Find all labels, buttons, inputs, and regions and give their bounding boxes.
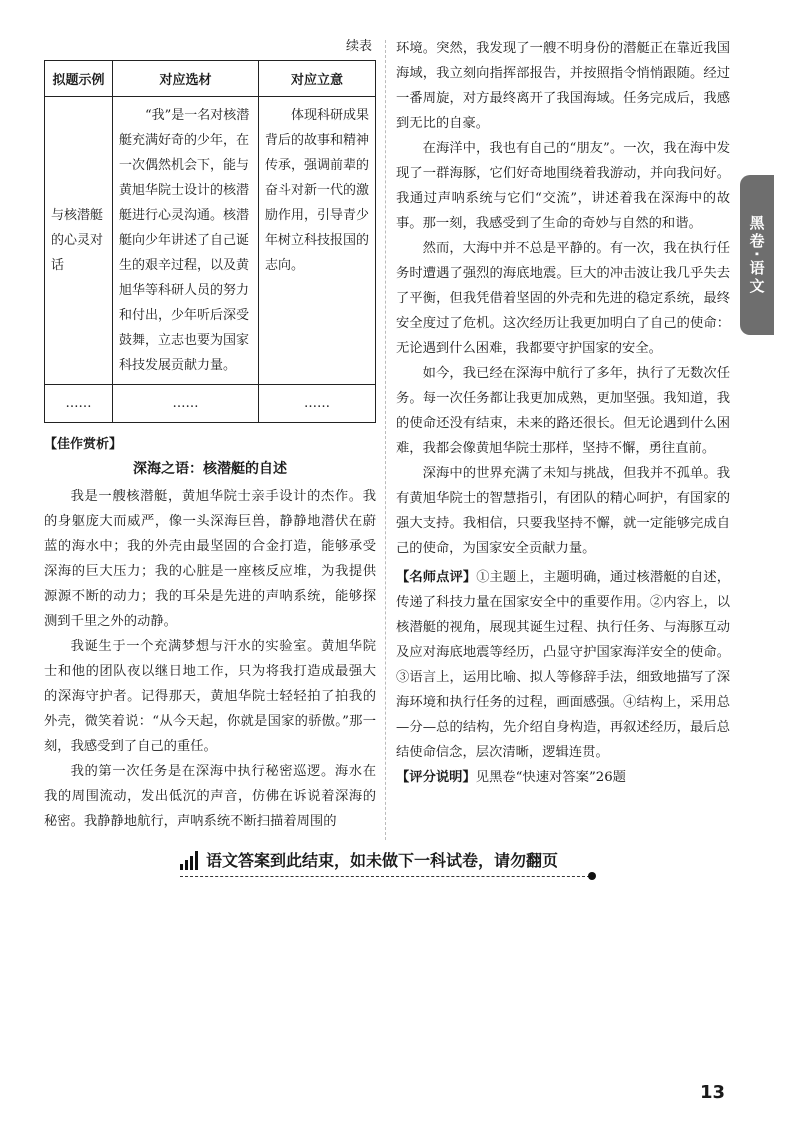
left-column [44,36,376,834]
teacher-comment [396,565,730,765]
header-example: 拟题示例 [45,61,113,97]
comment-text: ①主题上，主题明确，通过核潜艇的自述，传递了科技力量在国家安全中的重要作用。②内容上，以核潜艇的视角，展现其诞生过程、执行任务、与海豚互动及应对海底地震等经历，凸显守护国家海洋安全的使命。③语言上，运用比喻、拟人等修辞手法，细致地描写了深海环境和执行任务的过程，画面感强。④结构上，采用总—分—总的结构，先介绍自身构造，再叙述经历，最后总结使命信念，层次清晰，逻辑连贯。 [396,570,731,760]
ellipsis-cell: …… [45,385,113,423]
footer-banner [180,848,600,871]
score-note [396,765,730,790]
topic-table [44,60,376,423]
header-intent: 对应立意 [259,61,376,97]
column-divider [385,40,386,840]
score-label: 【评分说明】 [396,770,476,785]
header-material: 对应选材 [113,61,259,97]
cell-intent: 体现科研成果背后的故事和精神传承，强调前辈的奋斗对新一代的激励作用，引导青少年树立科技报国的志向。 [259,97,376,385]
essay-paragraph-continuation: 环境。突然，我发现了一艘不明身份的潜艇正在靠近我国海域，我立刻向指挥部报告，并按照指令悄悄跟随。经过一番周旋，对方最终离开了我国海域。任务完成后，我感到无比的自豪。 [396,41,730,131]
signal-bars-icon [180,850,198,870]
comment-label: 【名师点评】 [396,570,477,585]
table-header-row [45,61,376,97]
ellipsis-cell: …… [259,385,376,423]
essay-paragraph: 然而，大海中并不总是平静的。有一次，我在执行任务时遭遇了强烈的海底地震。巨大的冲击波让我几乎失去了平衡，但我凭借着坚固的外壳和先进的稳定系统，最终安全度过了危机。这次经历让我更加明白了自己的使命：无论遇到什么困难，我都要守护国家的安全。 [396,241,730,356]
footer-dashed-line [180,876,590,877]
table-row [45,97,376,385]
score-text: 见黑卷“快速对答案”26题 [475,770,626,785]
essay-paragraph: 深海中的世界充满了未知与挑战，但我并不孤单。我有黄旭华院士的智慧指引，有团队的精心呵护，有国家的强大支持。我相信，只要我坚持不懈，就一定能够完成自己的使命，为国家安全贡献力量。 [396,466,730,556]
essay-title: 深海之语：核潜艇的自述 [133,461,287,477]
section-tag: 【佳作赏析】 [44,437,123,452]
table-continued-label: 续表 [345,39,372,54]
essay-paragraph: 在海洋中，我也有自己的“朋友”。一次，我在海中发现了一群海豚，它们好奇地围绕着我游动，并向我问好。我通过声呐系统与它们“交流”，讲述着我在深海中的故事。那一刻，我感受到了生命的奇妙与自然的和谐。 [396,141,730,231]
cell-material: “我”是一名对核潜艇充满好奇的少年，在一次偶然机会下，能与黄旭华院士设计的核潜艇进行心灵沟通。核潜艇向少年讲述了自己诞生的艰辛过程，以及黄旭华等科研人员的努力和付出，少年听后深受鼓舞，立志也要为国家科技发展贡献力量。 [113,97,259,385]
footer-dot-icon [588,872,596,880]
essay-paragraph: 我诞生于一个充满梦想与汗水的实验室。黄旭华院士和他的团队夜以继日地工作，只为将我打造成最强大的深海守护者。记得那天，黄旭华院士轻轻拍了拍我的外壳，微笑着说：“从今天起，你就是国家的骄傲。”那一刻，我感受到了自己的重任。 [44,639,376,754]
table-row-ellipsis [45,385,376,423]
ellipsis-cell: …… [113,385,259,423]
cell-example: 与核潜艇的心灵对话 [45,97,113,385]
footer-text: 语文答案到此结束，如未做下一科试卷，请勿翻页 [206,851,559,870]
right-column [396,36,730,790]
side-tab: 黑卷·语文 [740,175,774,335]
essay-paragraph: 如今，我已经在深海中航行了多年，执行了无数次任务。每一次任务都让我更加成熟，更加坚强。我知道，我的使命还没有结束，未来的路还很长。但无论遇到什么困难，我都会像黄旭华院士那样，坚持不懈，勇往直前。 [396,366,730,456]
essay-paragraph: 我是一艘核潜艇，黄旭华院士亲手设计的杰作。我的身躯庞大而威严，像一头深海巨兽，静静地潜伏在蔚蓝的海水中；我的外壳由最坚固的合金打造，能够承受深海的巨大压力；我的心脏是一座核反应堆，为我提供源源不断的动力；我的耳朵是先进的声呐系统，能够探测到千里之外的动静。 [44,489,376,629]
essay-paragraph: 我的第一次任务是在深海中执行秘密巡逻。海水在我的周围流动，发出低沉的声音，仿佛在诉说着深海的秘密。我静静地航行，声呐系统不断扫描着周围的 [44,764,376,829]
page-number: 13 [700,1082,726,1103]
